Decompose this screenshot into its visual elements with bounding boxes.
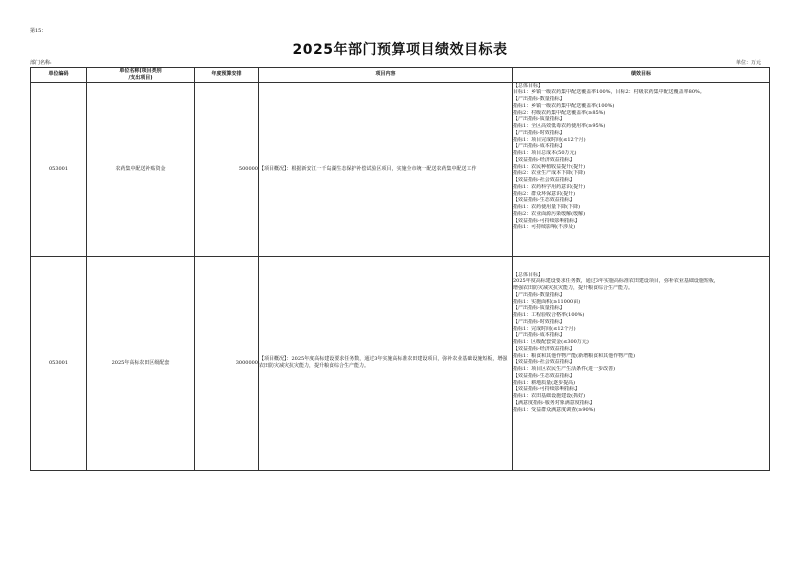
project-name-cell: 2025年高标农田区级配套 — [87, 256, 195, 470]
goal-line: 指标2：村级农药集中配送覆盖率(≥85%) — [513, 109, 606, 116]
unit-code-cell: 053001 — [31, 256, 87, 470]
goal-line: 指标1：粮食和其他作物产能(新增粮食和其他作物产能) — [513, 352, 636, 359]
goal-line: 指标1：耕地质量(逐步提高) — [513, 379, 576, 386]
goal-line: 【产出指标-时效指标】 — [513, 318, 565, 325]
header-annual-budget: 年度预算安排 — [195, 68, 259, 83]
header-unit-name — [87, 68, 195, 83]
budget-cell: 500000 — [195, 82, 259, 256]
budget-cell: 3000000 — [195, 256, 259, 470]
goal-line: 指标2：农业面源污染缓解(缓解) — [513, 210, 586, 217]
goal-line: 指标1：全区高效低毒农药使用率(≥95%) — [513, 123, 606, 129]
goal-line: 指标1：农田基础设施建设(抓好) — [513, 393, 586, 399]
goal-line: 指标1：受益群众满意度调查(≥90%) — [513, 406, 596, 413]
header-project-content: 项目内容 — [259, 68, 513, 83]
goal-line: 指标2：农业生产成本下降(下降) — [513, 170, 586, 177]
unit-code-cell: 053001 — [31, 82, 87, 256]
goal-line: 【产出指标-时效指标】 — [513, 129, 565, 136]
goal-line: 【产出指标-成本指标】 — [513, 332, 565, 339]
goal-line: 指标1：项目完成时间(≤12个月) — [513, 136, 586, 143]
goal-line: 【产出指标-质量指标】 — [513, 305, 565, 312]
goal-line: 【满意度指标-服务对象满意度指标】 — [513, 399, 595, 406]
goal-line: 目标1：乡镇一级农药集中配送覆盖率100%，目标2：村级农药集中配送覆盖率80%。 — [513, 89, 705, 96]
table-row — [31, 82, 770, 256]
goal-line: 【效益指标-可持续影响指标】 — [513, 386, 580, 393]
goal-line: 2025年度高标建设要求任务数，通过3年实施高标准农田建设项目，弥补农业基础设施短板， — [513, 278, 719, 285]
goal-line: 【产出指标-数量指标】 — [513, 96, 565, 102]
goal-line: 指标2：群众环保意识(提升) — [513, 190, 576, 197]
page-label: 第15： — [30, 28, 47, 34]
table-header-row — [31, 68, 770, 83]
project-content-cell: 【项目概况】：2025年度高标建设要求任务数，通过3年实施高标准农田建设项目，弥补农业基础设施短板，增强农田防灾减灾抗灾能力，提升粮食综合生产能力。 — [259, 256, 513, 470]
header-unit-name-line2: /支出项目) — [128, 74, 153, 81]
goal-line: 指标1：可持续影响(不涉及) — [513, 224, 576, 231]
goal-line: 【产出指标-数量指标】 — [513, 291, 565, 298]
goal-line: 【效益指标-社会效益指标】 — [513, 359, 575, 366]
goal-line: 指标1：区级配套资金(≤300万元) — [513, 339, 589, 345]
unit-label: 单位：万元 — [736, 60, 762, 66]
goal-line: 指标1：实施面积(≥11000亩) — [513, 298, 581, 305]
performance-goals-cell — [513, 82, 770, 256]
goal-line: 指标1：项目总成本(50万元) — [513, 150, 577, 156]
header-unit-name-line1: 单位名称(项目类别 — [119, 68, 162, 74]
goal-line: 指标1：乡镇一级农药集中配送覆盖率(100%) — [513, 102, 615, 109]
goal-line: 指标1：农药科学用药意识(提升) — [513, 183, 586, 190]
goal-line: 【效益指标-可持续影响指标】 — [513, 217, 580, 224]
table-row — [31, 256, 770, 470]
goal-line: 【总体目标】 — [513, 82, 544, 89]
goal-line: 增强农田防灾减灾抗灾能力，提升粮食综合生产能力。 — [513, 285, 634, 291]
department-label: 部门名称: — [30, 60, 52, 66]
goal-line: 【产出指标-成本指标】 — [513, 143, 565, 150]
goal-line: 指标1：完成时间(≤12个月) — [513, 325, 576, 332]
page-title: 2025年部门预算项目绩效目标表 — [292, 42, 508, 58]
goal-line: 【效益指标-经济效益指标】 — [513, 345, 575, 352]
goal-line: 指标1：工程验收合格率(100%) — [513, 312, 585, 318]
goal-line: 【总体目标】 — [513, 271, 544, 278]
goal-line: 【产出指标-质量指标】 — [513, 116, 565, 123]
performance-goals-cell — [513, 256, 770, 470]
header-unit-code: 单位编码 — [31, 68, 87, 83]
goal-line: 【效益指标-生态效益指标】 — [513, 197, 575, 204]
header-performance-goals: 绩效目标 — [513, 68, 770, 83]
goal-line: 指标1：农药使用量下降(下降) — [513, 204, 581, 210]
goal-line: 指标1：农民种植收益提升(提升) — [513, 163, 586, 170]
goal-line: 指标1：项目区农民生产生活条件(进一步改善) — [513, 366, 616, 372]
project-content-cell: 【项目概况】：根据新安江一千岛湖生态保护补偿试验区项目，实施全市统一配送农药集中配送工作 — [259, 82, 513, 256]
goal-line: 【效益指标-经济效益指标】 — [513, 156, 575, 163]
goal-line: 【效益指标-生态效益指标】 — [513, 372, 575, 379]
project-name-cell: 农药集中配送补贴资金 — [87, 82, 195, 256]
goal-line: 【效益指标-社会效益指标】 — [513, 177, 575, 183]
performance-goals-table — [30, 67, 770, 471]
